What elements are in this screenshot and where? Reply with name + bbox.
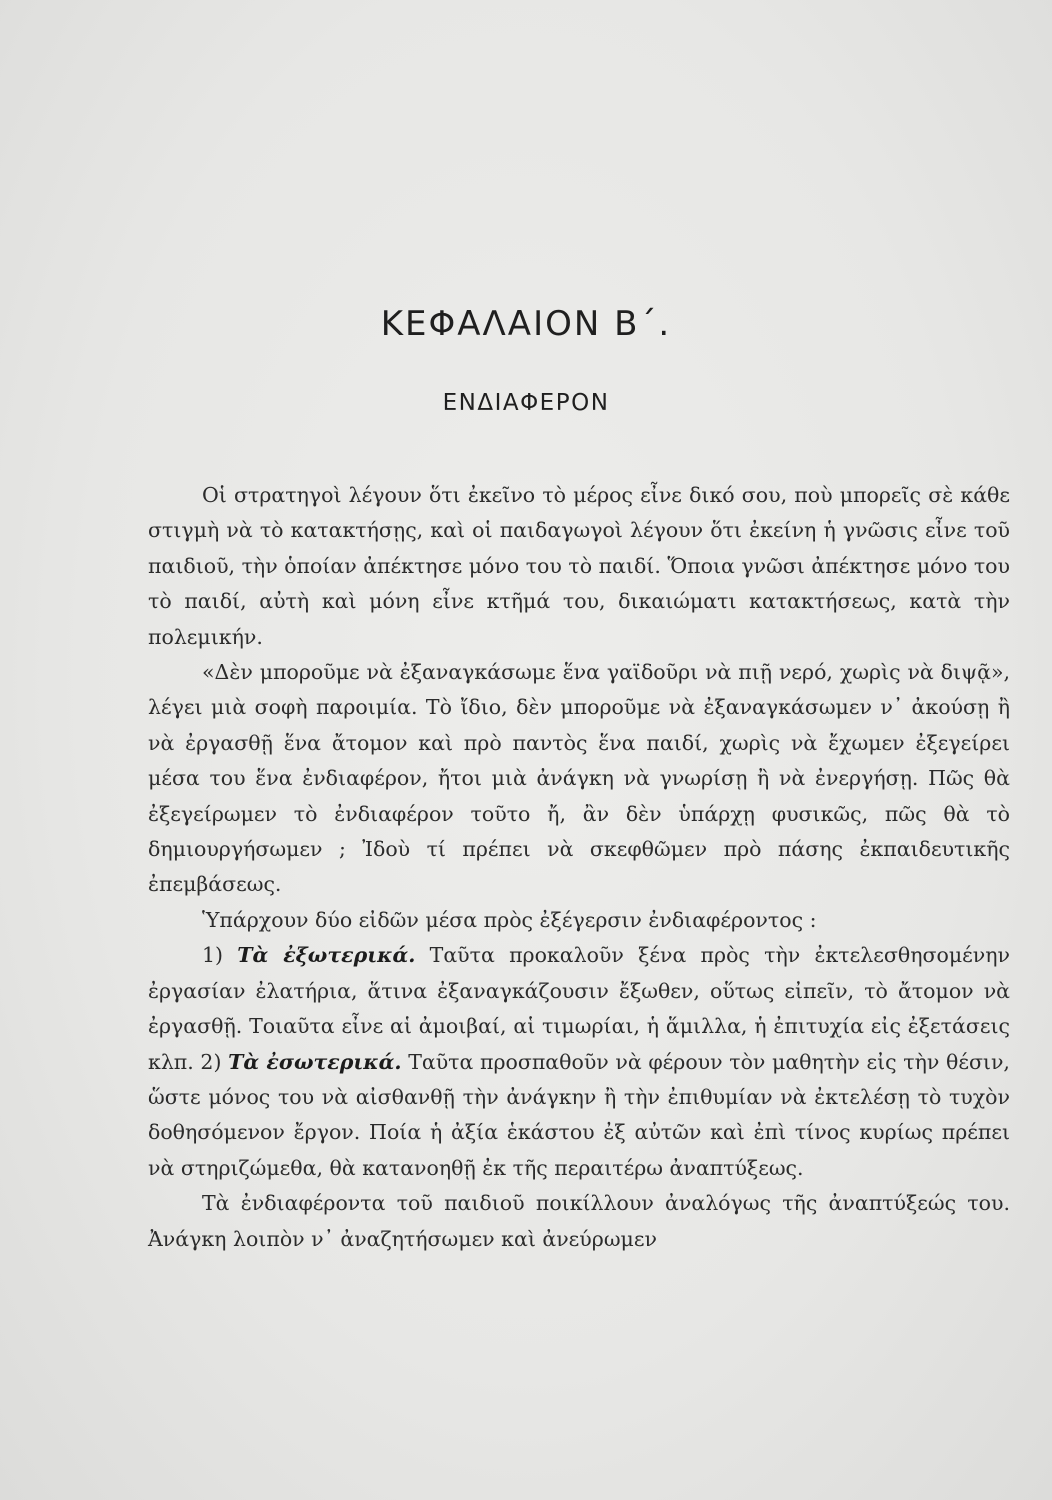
internal-description: Ταῦτα προσπαθοῦν νὰ φέρουν τὸν μαθητὴν εἰς τὴν θέσιν, ὥστε μόνος του νὰ αἰσθανθῇ τὴν ἀνάγκην ἢ τὴν ἐπιθυμίαν νὰ ἐκτελέσῃ τὸ τυχὸν δοθησόμενον ἔργον. Ποία ἡ ἀξία ἑκάστου ἐξ αὐτῶν καὶ ἐπὶ τίνος κυρίως πρέπει νὰ στηριζώμεθα, θὰ κατανοηθῇ ἐκ τῆς περαιτέρω ἀναπτύξεως.: [148, 1049, 1010, 1180]
list-number-2: 2): [200, 1049, 222, 1074]
paragraph-2: «Δὲν μποροῦμε νὰ ἐξαναγκάσωμε ἕνα γαϊδοῦρι νὰ πιῇ νερό, χωρὶς νὰ διψᾷ», λέγει μιὰ σοφὴ παροιμία. Τὸ ἴδιο, δὲν μποροῦμε νὰ ἐξαναγκάσωμεν ν᾿ ἀκούσῃ ἢ νὰ ἐργασθῇ ἕνα ἄτομον καὶ πρὸ παντὸς ἕνα παιδί, χωρὶς νὰ ἔχωμεν ἐξεγείρει μέσα του ἕνα ἐνδιαφέρον, ἤτοι μιὰ ἀνάγκη νὰ γνωρίσῃ ἢ νὰ ἐνεργήσῃ. Πῶς θὰ ἐξεγείρωμεν τὸ ἐνδιαφέρον τοῦτο ἤ, ἂν δὲν ὑπάρχῃ φυσικῶς, πῶς θὰ τὸ δημιουργήσωμεν ; Ἰδοὺ τί πρέπει νὰ σκεφθῶμεν πρὸ πάσης ἐκπαιδευτικῆς ἐπεμβάσεως.: [148, 660, 1010, 897]
section-title: ΕΝΔΙΑΦΕΡΟΝ: [442, 390, 610, 416]
paragraph-4: [148, 938, 1010, 1186]
term-external: Τὰ ἐξωτερικά.: [237, 943, 416, 968]
paragraph-5: Τὰ ἐνδιαφέροντα τοῦ παιδιοῦ ποικίλλουν ἀναλόγως τῆς ἀναπτύξεώς του. Ἀνάγκη λοιπὸν ν᾿ ἀναζητήσωμεν καὶ ἀνεύρωμεν: [148, 1191, 1010, 1251]
external-description: Ταῦτα προκαλοῦν ξένα πρὸς τὴν ἐκτελεσθησομένην ἐργασίαν ἐλατήρια, ἅτινα ἐξαναγκάζουσιν ἔξωθεν, οὕτως εἰπεῖν, τὸ ἄτομον νὰ ἐργασθῇ. Τοιαῦτα εἶνε αἱ ἀμοιβαί, αἱ τιμωρίαι, ἡ ἅμιλλα, ἡ ἐπιτυχία εἰς ἐξετάσεις κλπ.: [148, 943, 1010, 1074]
body-text: [148, 478, 1010, 1257]
list-number-1: 1): [202, 943, 224, 968]
paragraph-3: Ὑπάρχουν δύο εἰδῶν μέσα πρὸς ἐξέγερσιν ἐνδιαφέροντος :: [202, 907, 817, 932]
paragraph-1: Οἱ στρατηγοὶ λέγουν ὅτι ἐκεῖνο τὸ μέρος εἶνε δικό σου, ποὺ μπορεῖς σὲ κάθε στιγμὴ νὰ τὸ κατακτήσῃς, καὶ οἱ παιδαγωγοὶ λέγουν ὅτι ἐκείνη ἡ γνῶσις εἶνε τοῦ παιδιοῦ, τὴν ὁποίαν ἀπέκτησε μόνο του τὸ παιδί. Ὅποια γνῶσι ἀπέκτησε μόνο του τὸ παιδί, αὐτὴ καὶ μόνη εἶνε κτῆμά του, δικαιώματι κατακτήσεως, κατὰ τὴν πολεμικήν.: [148, 483, 1010, 649]
chapter-title: ΚΕΦΑΛΑΙΟΝ Β΄.: [380, 304, 672, 344]
term-internal: Τὰ ἐσωτερικά.: [228, 1049, 402, 1074]
